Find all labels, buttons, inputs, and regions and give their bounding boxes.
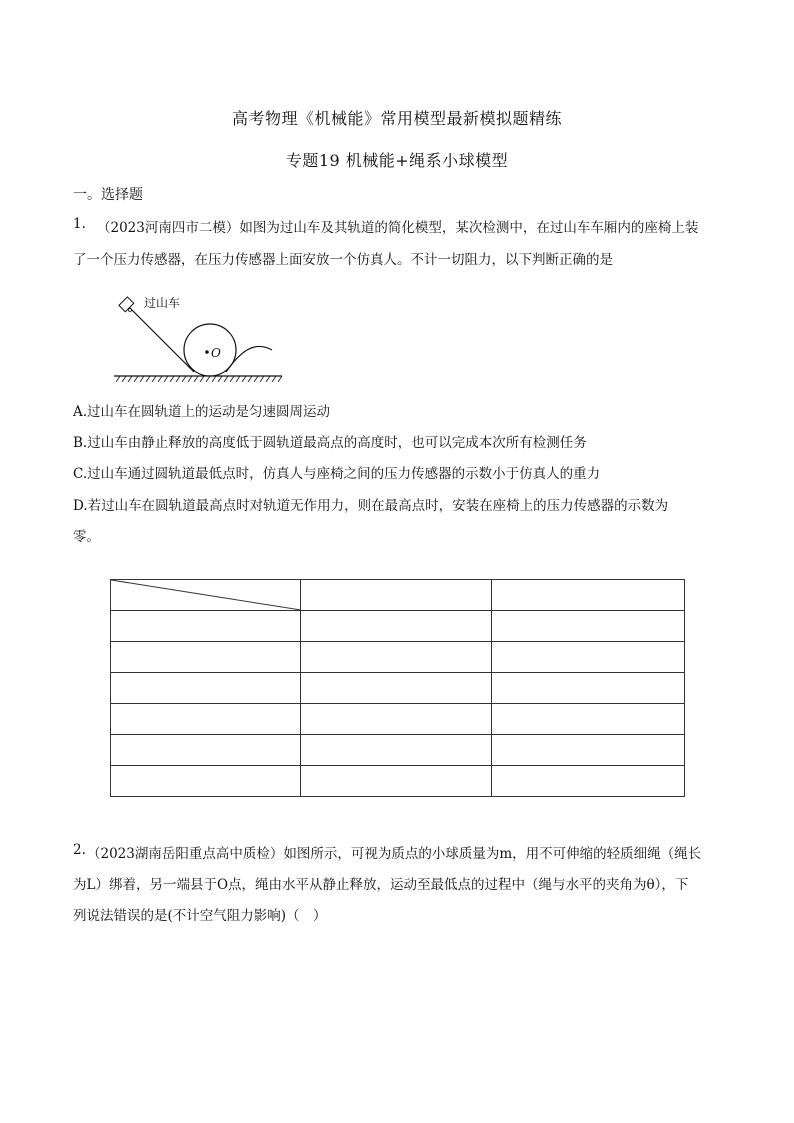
table-cell (111, 735, 301, 766)
table-cell (111, 673, 301, 704)
table-cell (301, 766, 491, 797)
question-1-option-d-line-2: 零。 (73, 529, 100, 545)
table-corner-cell (111, 580, 301, 611)
document-title: 高考物理《机械能》常用模型最新模拟题精练 (231, 109, 562, 128)
table-row (111, 673, 685, 704)
table-cell (301, 704, 491, 735)
question-1-option-d-line-1: D.若过山车在圆轨道最高点时对轨道无作用力，则在最高点时，安装在座椅上的压力传感器的示数为 (73, 498, 669, 514)
table-cell (111, 704, 301, 735)
table-row (111, 735, 685, 766)
table-cell (111, 766, 301, 797)
table-row (111, 766, 685, 797)
table-cell (491, 642, 684, 673)
question-1-option-c: C.过山车通过圆轨道最低点时，仿真人与座椅之间的压力传感器的示数小于仿真人的重力 (73, 466, 601, 482)
car-label: 过山车 (144, 296, 181, 310)
question-2-text-line-3: 列说法错误的是(不计空气阻力影响)（ ） (73, 908, 327, 924)
table-cell (301, 673, 491, 704)
table-row (111, 704, 685, 735)
document-subtitle: 专题19 机械能+绳系小球模型 (285, 151, 509, 170)
table-cell (301, 642, 491, 673)
table-row (111, 580, 685, 611)
question-1-option-b: B.过山车由静止释放的高度低于圆轨道最高点的高度时，也可以完成本次所有检测任务 (73, 435, 587, 451)
diagonal-line (111, 580, 301, 610)
table-cell (491, 673, 684, 704)
question-1-text-line-1: （2023河南四市二模）如图为过山车及其轨道的简化模型，某次检测中，在过山车车厢内的座椅上装 (97, 220, 699, 236)
table-cell (301, 580, 491, 611)
question-1-option-a: A.过山车在圆轨道上的运动是匀速圆周运动 (73, 404, 331, 420)
question-2-number: 2. (73, 842, 86, 858)
section-heading: 一。选择题 (73, 187, 143, 203)
table-cell (111, 611, 301, 642)
table-cell (491, 580, 684, 611)
table-row (111, 642, 685, 673)
center-label: O (211, 346, 221, 360)
question-2-text-line-2: 为L）绑着，另一端县于O点，绳由水平从静止释放，运动至最低点的过程中（绳与水平的夹角为θ），下 (73, 877, 689, 893)
roller-coaster-figure (108, 292, 288, 388)
table-cell (111, 642, 301, 673)
question-1-number: 1. (73, 216, 86, 232)
roller-coaster-diagram (108, 292, 288, 384)
question-1-text-line-2: 了一个压力传感器，在压力传感器上面安放一个仿真人。不计一切阻力，以下判断正确的是 (73, 252, 613, 268)
table-cell (491, 704, 684, 735)
table-cell (301, 735, 491, 766)
question-2-text-line-1: （2023湖南岳阳重点高中质检）如图所示，可视为质点的小球质量为m，用不可伸缩的轻质细绳（绳长 (87, 846, 702, 862)
answer-table (110, 579, 685, 797)
table-cell (491, 766, 684, 797)
table-row (111, 611, 685, 642)
table-cell (491, 611, 684, 642)
table-cell (301, 611, 491, 642)
table-cell (491, 735, 684, 766)
